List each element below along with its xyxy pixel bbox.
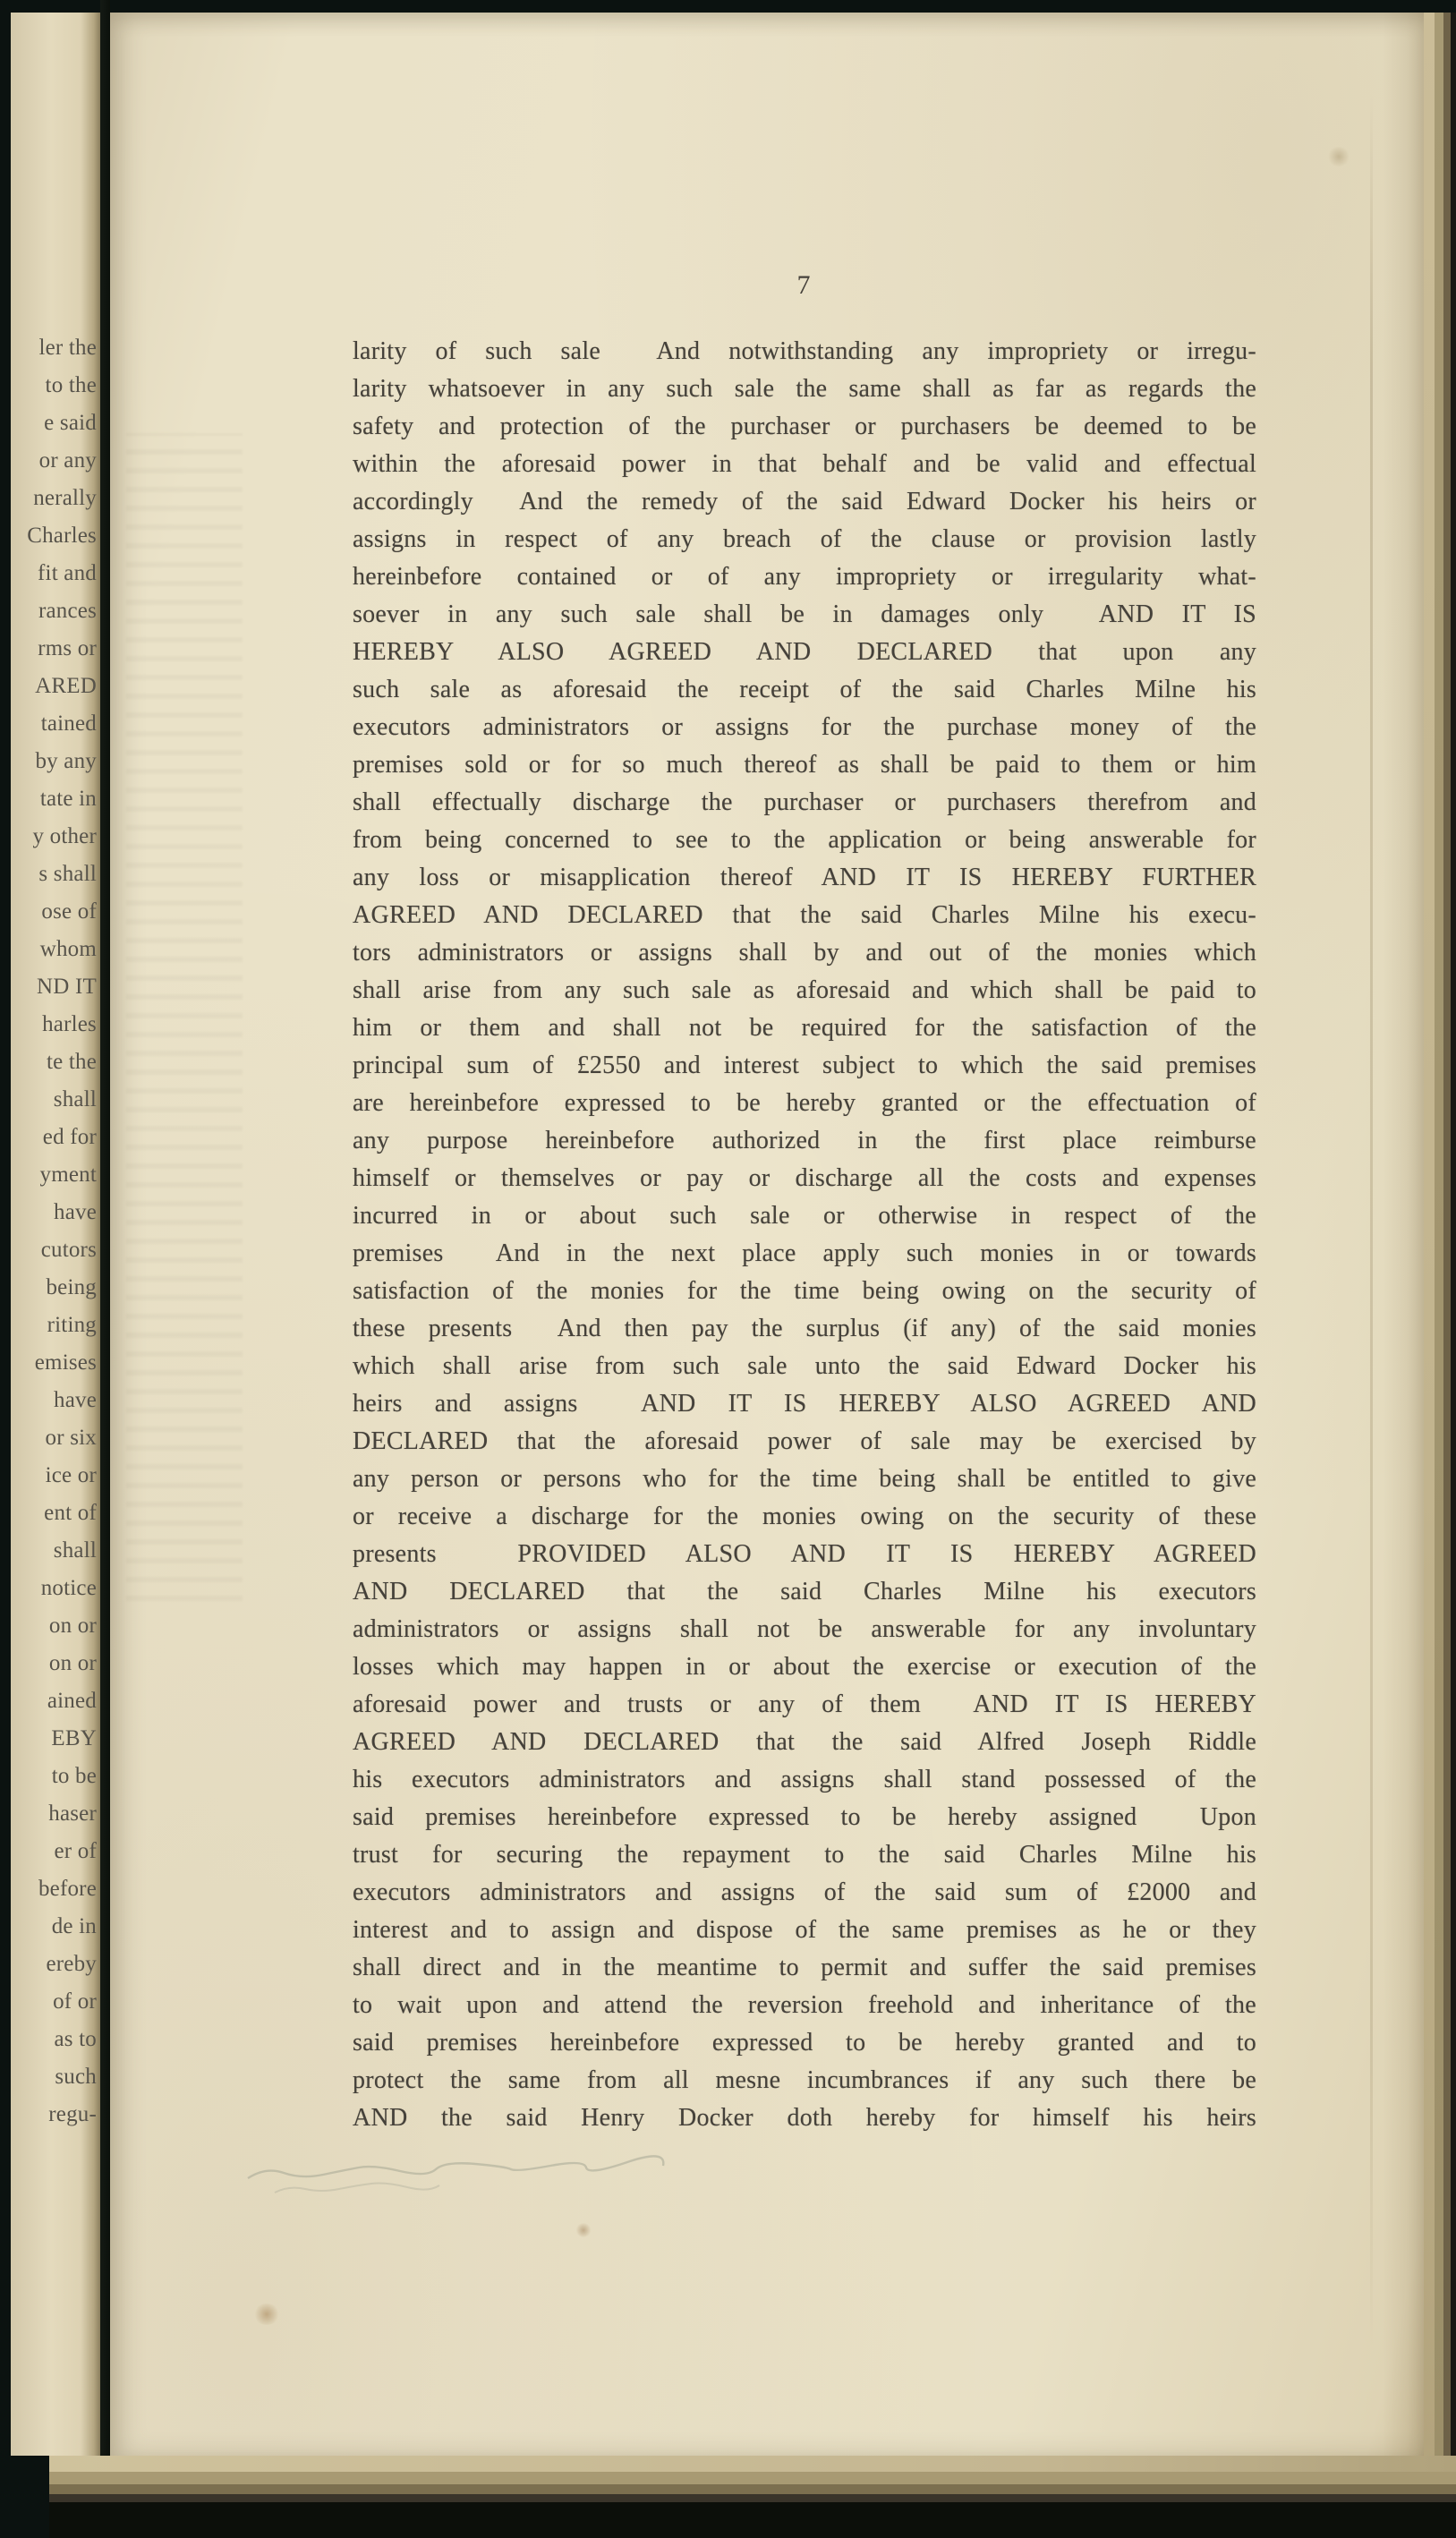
text-line: which shall arise from such sale unto the said Edward Docker his <box>353 1352 1256 1380</box>
document-page <box>110 13 1424 2456</box>
scan-background-edge <box>49 2502 1456 2538</box>
fragment-line: nerally <box>33 486 97 510</box>
page-stack-right-edge <box>1424 13 1456 2456</box>
text-line: any purpose hereinbefore authorized in the first place reimburse <box>353 1127 1256 1154</box>
fragment-line: ARED <box>35 674 97 698</box>
fragment-line: ose of <box>41 899 97 924</box>
fragment-line: tate in <box>39 787 97 811</box>
text-line: these presents And then pay the surplus (if any) of the said monies <box>353 1315 1256 1342</box>
text-line: larity whatsoever in any such sale the same shall as far as regards the <box>353 375 1256 403</box>
paper-crease <box>1370 93 1373 2348</box>
fragment-line: have <box>54 1200 97 1224</box>
text-line: safety and protection of the purchaser or purchasers be deemed to be <box>353 413 1256 440</box>
text-line: shall arise from any such sale as aforesaid and which shall be paid to <box>353 976 1256 1004</box>
fragment-line: ler the <box>38 336 97 360</box>
text-line: AND the said Henry Docker doth hereby for himself his heirs <box>353 2104 1256 2132</box>
stacked-page-edge <box>49 2494 1456 2502</box>
fragment-line: te the <box>46 1050 97 1074</box>
text-line: interest and to assign and dispose of the same premises as he or they <box>353 1916 1256 1944</box>
fragment-line: fit and <box>38 561 97 585</box>
foxing-stain <box>1327 147 1350 166</box>
deed-text-block <box>353 333 1256 2137</box>
fragment-line: ained <box>47 1689 97 1713</box>
text-line: assigns in respect of any breach of the clause or provision lastly <box>353 525 1256 553</box>
text-line: such sale as aforesaid the receipt of the said Charles Milne his <box>353 676 1256 703</box>
fragment-line: shall <box>53 1087 97 1111</box>
fragment-line: notice <box>40 1576 97 1600</box>
fragment-line: ice or <box>45 1463 97 1487</box>
fragment-line: to be <box>51 1764 97 1788</box>
fragment-line: harles <box>42 1012 97 1036</box>
foxing-stain <box>253 2304 280 2325</box>
previous-page-text-fragments <box>11 329 97 2133</box>
text-line: premises And in the next place apply such monies in or towards <box>353 1239 1256 1267</box>
fragment-line: y other <box>32 824 97 848</box>
stacked-page-edge <box>49 2456 1456 2472</box>
fragment-line: de in <box>51 1914 97 1938</box>
stacked-page-edge <box>49 2472 1456 2484</box>
text-line: incurred in or about such sale or otherwise in respect of the <box>353 1202 1256 1230</box>
text-line: any loss or misapplication thereof AND IT IS HEREBY FURTHER <box>353 864 1256 891</box>
text-line: DECLARED that the aforesaid power of sale may be exercised by <box>353 1427 1256 1455</box>
fragment-line: e said <box>44 411 97 435</box>
text-line: heirs and assigns AND IT IS HEREBY ALSO AGREED AND <box>353 1390 1256 1418</box>
text-line: shall direct and in the meantime to permit and suffer the said premises <box>353 1954 1256 1981</box>
text-line: satisfaction of the monies for the time being owing on the security of <box>353 1277 1256 1305</box>
pencil-annotation <box>235 2153 737 2203</box>
text-line: tors administrators or assigns shall by and out of the monies which <box>353 939 1256 967</box>
fragment-line: of or <box>53 1989 97 2014</box>
text-line: principal sum of £2550 and interest subject to which the said premises <box>353 1052 1256 1079</box>
fragment-line: ent of <box>44 1501 97 1525</box>
fragment-line: shall <box>53 1538 97 1563</box>
fragment-line: or six <box>45 1426 97 1450</box>
text-line: his executors administrators and assigns shall stand possessed of the <box>353 1766 1256 1793</box>
text-line: said premises hereinbefore expressed to be hereby granted and to <box>353 2029 1256 2057</box>
fragment-line: rances <box>38 599 97 623</box>
foxing-stain <box>575 2223 592 2237</box>
text-line: executors administrators and assigns of the said sum of £2000 and <box>353 1878 1256 1906</box>
fragment-line: being <box>46 1275 97 1299</box>
fragment-line: Charles <box>27 524 97 548</box>
fragment-line: yment <box>39 1163 97 1187</box>
text-line: within the aforesaid power in that behalf and be valid and effectual <box>353 450 1256 478</box>
page-stack-bottom-edge <box>49 2456 1456 2538</box>
text-line: AGREED AND DECLARED that the said Alfred Joseph Riddle <box>353 1728 1256 1756</box>
fragment-line: rms or <box>38 636 97 660</box>
stacked-page-edge <box>1443 13 1451 2456</box>
text-line: executors administrators or assigns for the purchase money of the <box>353 713 1256 741</box>
text-line: are hereinbefore expressed to be hereby granted or the effectuation of <box>353 1089 1256 1117</box>
fragment-line: on or <box>48 1651 97 1675</box>
text-line: AGREED AND DECLARED that the said Charles Milne his execu- <box>353 901 1256 929</box>
text-line: presents PROVIDED ALSO AND IT IS HEREBY AGREED <box>353 1540 1256 1568</box>
text-line: soever in any such sale shall be in damages only AND IT IS <box>353 600 1256 628</box>
text-line: losses which may happen in or about the exercise or execution of the <box>353 1653 1256 1681</box>
fragment-line: as to <box>54 2027 97 2051</box>
fragment-line: on or <box>48 1614 97 1638</box>
fragment-line: ed for <box>42 1125 97 1149</box>
text-line: accordingly And the remedy of the said Edward Docker his heirs or <box>353 488 1256 515</box>
right-wear-band <box>1383 13 1424 2456</box>
fragment-line: riting <box>47 1313 97 1337</box>
fragment-line: or any <box>38 448 97 473</box>
fragment-line: emises <box>34 1350 97 1375</box>
text-line: himself or themselves or pay or discharge all the costs and expenses <box>353 1164 1256 1192</box>
text-line: to wait upon and attend the reversion freehold and inheritance of the <box>353 1991 1256 2019</box>
previous-page-edge <box>11 13 100 2456</box>
fragment-line: s shall <box>38 862 97 886</box>
fragment-line: er of <box>54 1839 97 1863</box>
text-line: from being concerned to see to the application or being answerable for <box>353 826 1256 854</box>
fragment-line: tained <box>40 711 97 736</box>
fragment-line: to the <box>45 373 97 397</box>
stacked-page-edge <box>49 2484 1456 2494</box>
fragment-line: have <box>54 1388 97 1412</box>
text-line: any person or persons who for the time being shall be entitled to give <box>353 1465 1256 1493</box>
text-line: HEREBY ALSO AGREED AND DECLARED that upon any <box>353 638 1256 666</box>
text-line: trust for securing the repayment to the said Charles Milne his <box>353 1841 1256 1869</box>
ink-bleed-through <box>126 433 243 1614</box>
text-line: hereinbefore contained or of any impropriety or irregularity what- <box>353 563 1256 591</box>
text-line: protect the same from all mesne incumbrances if any such there be <box>353 2066 1256 2094</box>
text-line: him or them and shall not be required for the satisfaction of the <box>353 1014 1256 1042</box>
page-number: 7 <box>796 270 811 300</box>
fragment-line: cutors <box>40 1238 97 1262</box>
fragment-line: whom <box>39 937 97 961</box>
text-line: larity of such sale And notwithstanding any impropriety or irregu- <box>353 337 1256 365</box>
text-line: or receive a discharge for the monies owing on the security of these <box>353 1503 1256 1530</box>
scan-background-edge <box>1451 13 1456 2456</box>
stacked-page-edge <box>1435 13 1443 2456</box>
fragment-line: haser <box>48 1801 97 1826</box>
fragment-line: such <box>55 2065 97 2089</box>
fragment-line: before <box>38 1877 97 1901</box>
text-line: premises sold or for so much thereof as shall be paid to them or him <box>353 751 1256 779</box>
text-line: said premises hereinbefore expressed to be hereby assigned Upon <box>353 1803 1256 1831</box>
stacked-page-edge <box>1424 13 1435 2456</box>
text-line: administrators or assigns shall not be answerable for any involuntary <box>353 1615 1256 1643</box>
gutter-shadow <box>100 0 110 2538</box>
fragment-line: regu- <box>48 2102 97 2126</box>
fragment-line: by any <box>35 749 97 773</box>
text-line: shall effectually discharge the purchaser or purchasers therefrom and <box>353 788 1256 816</box>
text-line: aforesaid power and trusts or any of them AND IT IS HEREBY <box>353 1691 1256 1718</box>
text-line: AND DECLARED that the said Charles Milne his executors <box>353 1578 1256 1605</box>
fragment-line: ND IT <box>37 975 97 999</box>
fragment-line: ereby <box>46 1952 97 1976</box>
fragment-line: EBY <box>51 1726 97 1750</box>
